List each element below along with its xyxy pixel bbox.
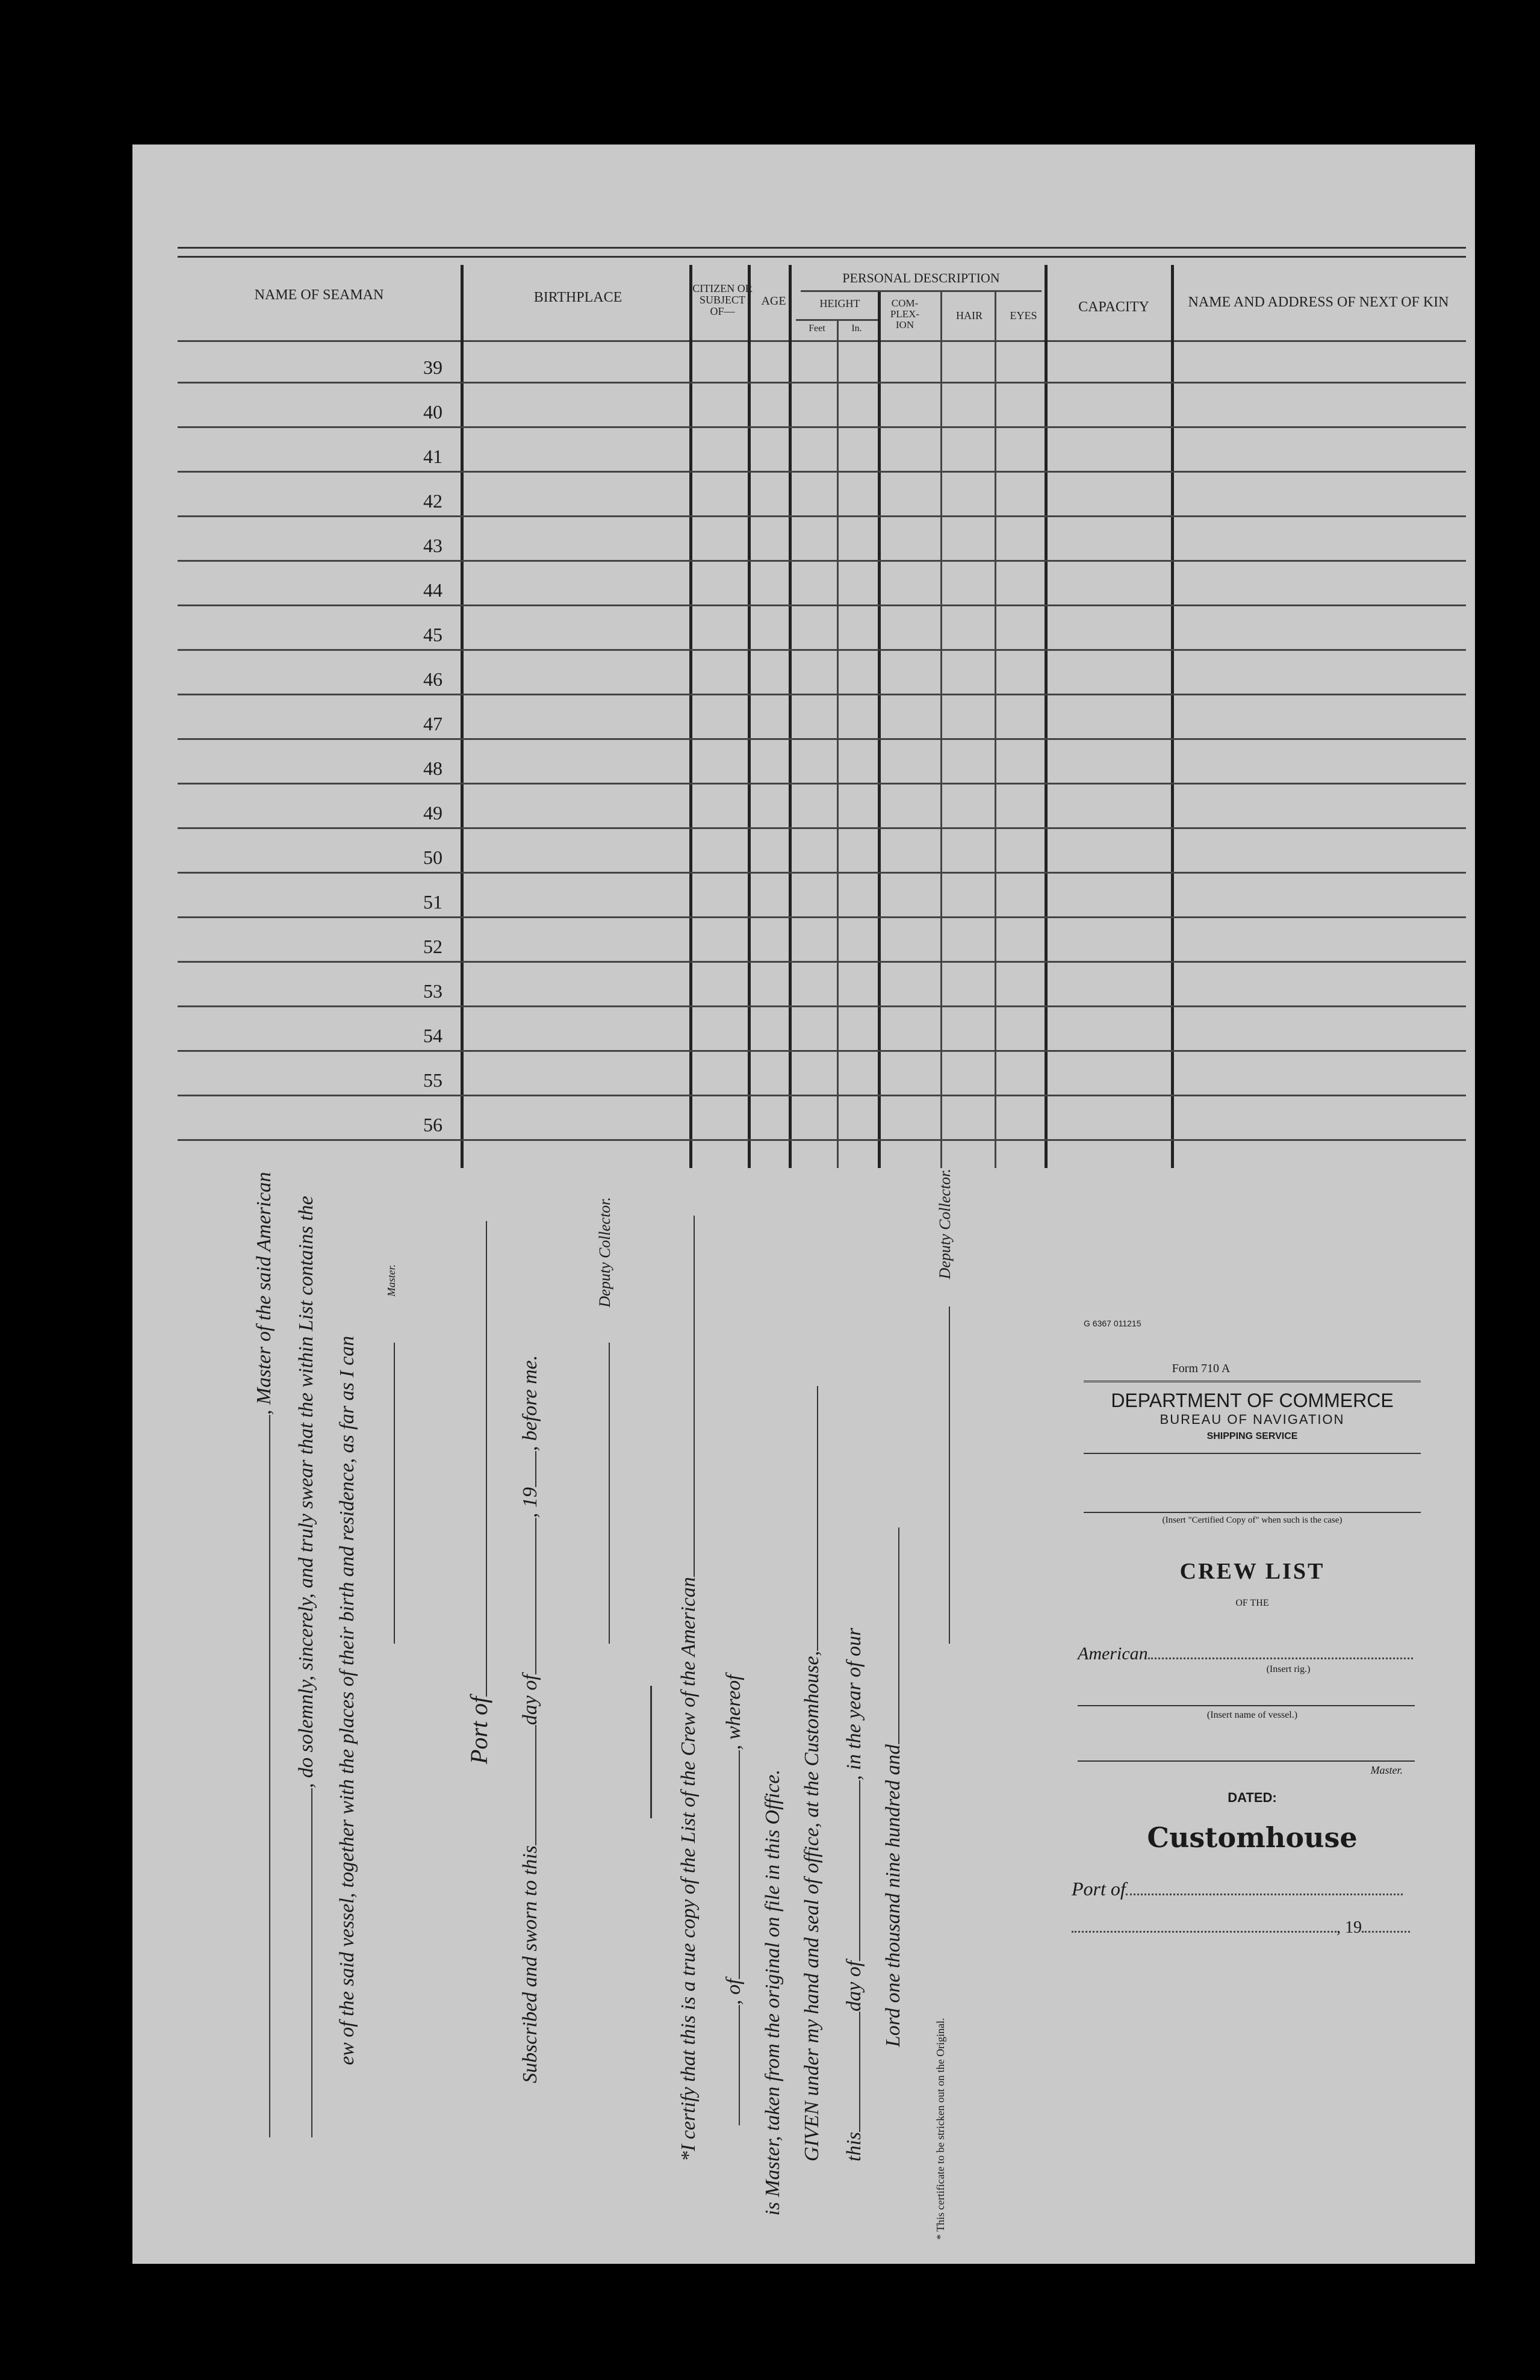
cert-lord: Lord one thousand nine hundred and: [882, 1527, 905, 2047]
port-of-line: Port of: [1072, 1878, 1439, 1900]
row-number: 43: [423, 535, 442, 556]
insert-certified-note: (Insert "Certified Copy of" when such is the case): [1162, 1515, 1343, 1525]
col-line-10: [1171, 265, 1174, 1168]
table-row: [178, 426, 1466, 428]
oath-subscribed: Subscribed and sworn to thisday of, 19, before me.: [519, 1355, 541, 2083]
insert-rig: (Insert rig.): [1266, 1664, 1311, 1674]
table-row: [178, 382, 1466, 384]
row-number: 42: [423, 490, 442, 512]
table-row: [178, 1005, 1466, 1007]
row-number: 41: [423, 446, 442, 467]
top-rule: [178, 247, 1466, 249]
row-number: 50: [423, 847, 442, 868]
dept-bottom-rule: [1084, 1453, 1421, 1454]
col-line-6: [878, 292, 881, 1168]
header-height: HEIGHT: [819, 297, 860, 309]
print-code: G 6367 011215: [1084, 1319, 1141, 1328]
cert-line-1: *I certify that this is a true copy of the List of the Crew of the American: [677, 1216, 700, 2161]
row-number: 44: [423, 579, 442, 601]
crew-list-title: CREW LIST: [1179, 1559, 1325, 1584]
row-number: 49: [423, 802, 442, 824]
table-row: [178, 649, 1466, 651]
col-line-9: [1045, 265, 1048, 1168]
header-feet: Feet: [809, 323, 825, 334]
header-capacity: CAPACITY: [1078, 299, 1149, 315]
row-number: 54: [423, 1025, 442, 1046]
header-eyes: EYES: [1010, 309, 1037, 322]
row-number: 46: [423, 668, 442, 690]
header-inches: In.: [851, 323, 862, 334]
oath-deputy-collector: Deputy Collector.: [596, 1197, 614, 1644]
header-complexion: COM- PLEX- ION: [890, 297, 920, 331]
header-personal-description: PERSONAL DESCRIPTION: [842, 270, 1000, 285]
oath-line-1: , Master of the said American: [253, 1172, 276, 2137]
table-row: [178, 738, 1466, 740]
col-line-2: [689, 265, 692, 1168]
row-number: 48: [423, 757, 442, 779]
header-bottom-rule: [178, 340, 1466, 342]
row-number: 45: [423, 624, 442, 645]
personal-desc-rule: [801, 290, 1042, 292]
table-row: [178, 1095, 1466, 1096]
department: DEPARTMENT OF COMMERCE: [1111, 1390, 1394, 1411]
col-line-8: [995, 292, 996, 1168]
year-line: , 19: [1072, 1918, 1439, 1937]
col-line-7: [940, 292, 942, 1168]
table-row: [178, 694, 1466, 695]
table-row: [178, 471, 1466, 473]
oath-line-3: ew of the said vessel, together with the places of their birth and residence, as far as I can: [336, 1335, 358, 2065]
header-citizen: CITIZEN OR SUBJECT OF—: [692, 282, 753, 317]
table-row: [178, 872, 1466, 874]
table-row: [178, 604, 1466, 606]
row-number: 47: [423, 713, 442, 735]
table-row: [178, 1139, 1466, 1141]
of-the: OF THE: [1235, 1598, 1269, 1608]
customhouse-title: Customhouse: [1147, 1821, 1358, 1854]
cert-copy-rule: [1084, 1512, 1421, 1513]
row-number: 51: [423, 891, 442, 913]
separator-rule: [650, 1686, 652, 1818]
col-line-3: [748, 265, 751, 1168]
col-line-1: [461, 265, 464, 1168]
header-birthplace: BIRTHPLACE: [533, 290, 623, 305]
table-row: [178, 916, 1466, 918]
row-number: 39: [423, 356, 442, 378]
cover-panel: [939, 1174, 1439, 1937]
row-number: 40: [423, 401, 442, 423]
header-age: AGE: [761, 294, 786, 308]
row-number: 53: [423, 980, 442, 1002]
table-row: [178, 827, 1466, 829]
row-number: 56: [423, 1114, 442, 1136]
header-name-of-seaman: NAME OF SEAMAN: [254, 287, 384, 303]
american-line: American: [1078, 1644, 1439, 1664]
top-rule-2: [178, 256, 1466, 258]
oath-master-signature: Master.: [385, 1264, 398, 1644]
cert-footnote: * This certificate to be stricken out on the Original.: [934, 2018, 946, 2240]
cert-given: GIVEN under my hand and seal of office, at the Customhouse,: [801, 1386, 824, 2161]
header-next-of-kin: NAME AND ADDRESS OF NEXT OF KIN: [1188, 294, 1449, 310]
insert-vessel: (Insert name of vessel.): [1206, 1710, 1298, 1720]
table-row: [178, 961, 1466, 963]
row-number: 55: [423, 1069, 442, 1091]
table-row: [178, 515, 1466, 517]
oath-line-2: , do solemnly, sincerely, and truly swear that the within List contains the: [295, 1196, 318, 2137]
bureau: BUREAU OF NAVIGATION: [1160, 1412, 1345, 1427]
table-row: [178, 783, 1466, 785]
cert-line-2: is Master, taken from the original on file in this Office.: [762, 1769, 784, 2216]
vessel-line: [1078, 1705, 1415, 1706]
cert-line-of: , of, whereof: [722, 1674, 745, 2125]
oath-port-of: Port of: [465, 1221, 493, 1764]
dept-rule: [1084, 1381, 1421, 1382]
col-line-5: [837, 319, 839, 1168]
table-row: [178, 560, 1466, 562]
cert-this-day: thisday of, in the year of our: [843, 1627, 865, 2161]
row-number: 52: [423, 936, 442, 957]
header-hair: HAIR: [956, 309, 983, 322]
col-line-4: [789, 265, 792, 1168]
service: SHIPPING SERVICE: [1206, 1431, 1298, 1441]
form-number: Form 710 A: [1172, 1362, 1231, 1375]
table-row: [178, 1050, 1466, 1052]
dated-label: DATED:: [1228, 1790, 1277, 1805]
master-line: [1078, 1760, 1415, 1762]
cert-deputy: Deputy Collector.: [936, 1169, 954, 1644]
master-label: Master.: [1370, 1764, 1403, 1776]
